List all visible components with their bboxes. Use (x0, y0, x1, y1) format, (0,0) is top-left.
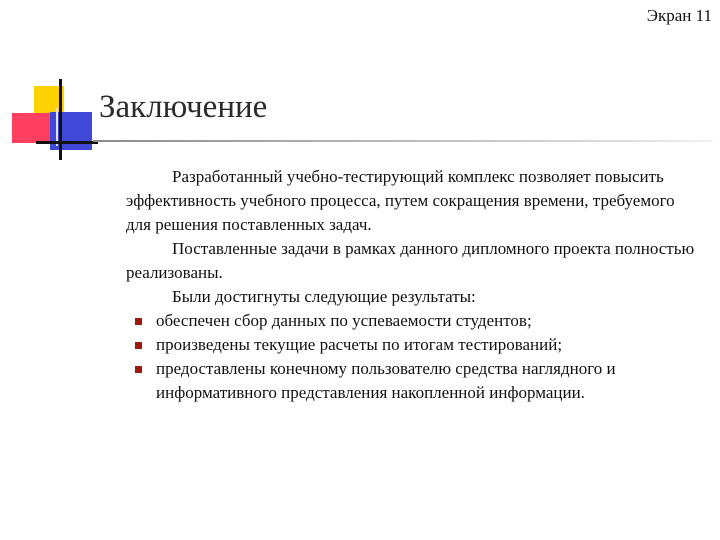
list-item (126, 309, 696, 333)
square-bullet-icon (135, 318, 142, 325)
list-item-text: произведены текущие расчеты по итогам тестирований; (156, 335, 563, 354)
square-bullet-icon (135, 342, 142, 349)
screen-label: Экран 11 (646, 6, 712, 25)
paragraph-tasks-completed: Поставленные задачи в рамках данного дипломного проекта полностью реализованы. (126, 239, 695, 282)
list-item-text: предоставлены конечному пользователю средства наглядного и информативного представления накопленной информации. (156, 359, 616, 402)
title-divider (93, 140, 713, 142)
corner-decoration (0, 0, 110, 170)
paragraph-conclusion: Разработанный учебно-тестирующий комплекс позволяет повысить эффективность учебного процесса, путем сокращения времени, требуемого для решения поставленных задач. (126, 167, 675, 234)
list-item-text: обеспечен сбор данных по успеваемости студентов; (156, 311, 532, 330)
slide-title: Заключение (99, 89, 268, 125)
decoration-horizontal-line (36, 141, 98, 144)
paragraph-results-intro: Были достигнуты следующие результаты: (172, 287, 476, 306)
results-list (126, 309, 696, 405)
square-bullet-icon (135, 366, 142, 373)
decoration-vertical-line (59, 79, 62, 160)
slide-body (126, 165, 696, 405)
list-item (126, 333, 696, 357)
list-item (126, 357, 696, 405)
